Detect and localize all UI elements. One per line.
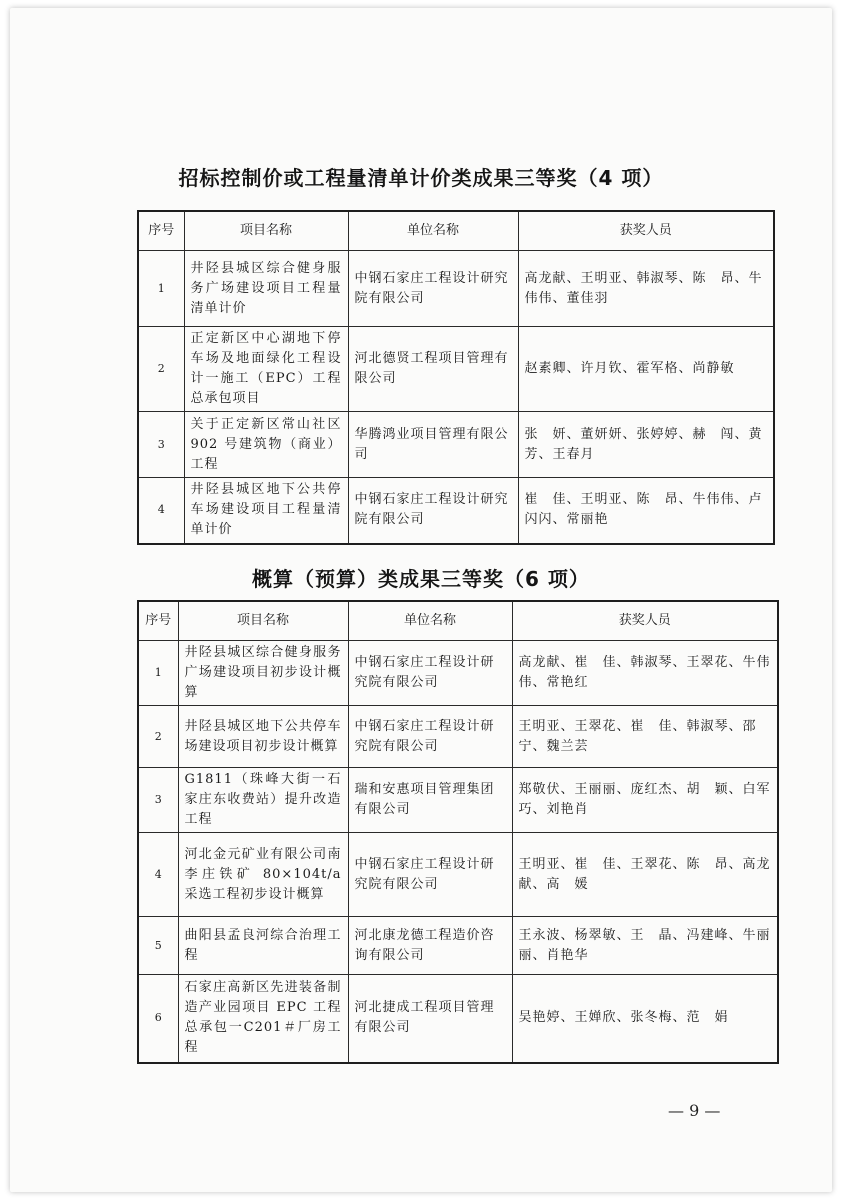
- row-project: 关于正定新区常山社区 902 号建筑物（商业）工程: [184, 412, 348, 478]
- table-header-row: [138, 211, 774, 251]
- row-unit: 中钢石家庄工程设计研究院有限公司: [348, 833, 512, 917]
- row-project: G1811（珠峰大街一石家庄东收费站）提升改造工程: [178, 768, 348, 833]
- row-seq: 1: [138, 251, 184, 327]
- row-project: 河北金元矿业有限公司南李庄铁矿 80×104t/a 采选工程初步设计概算: [178, 833, 348, 917]
- row-people: 郑敬伏、王丽丽、庞红杰、胡 颖、白军巧、刘艳肖: [512, 768, 778, 833]
- row-seq: 4: [138, 833, 178, 917]
- header-unit: 单位名称: [348, 211, 518, 251]
- row-unit: 瑞和安惠项目管理集团有限公司: [348, 768, 512, 833]
- row-seq: 2: [138, 327, 184, 412]
- header-project: 项目名称: [178, 601, 348, 641]
- section-title-bill-pricing: 招标控制价或工程量清单计价类成果三等奖（4 项）: [178, 166, 664, 190]
- row-project: 井陉县城区地下公共停车场建设项目初步设计概算: [178, 706, 348, 768]
- row-unit: 河北康龙德工程造价咨询有限公司: [348, 917, 512, 975]
- row-seq: 4: [138, 478, 184, 544]
- row-unit: 河北德贤工程项目管理有限公司: [348, 327, 518, 412]
- row-seq: 1: [138, 641, 178, 706]
- header-seq: 序号: [138, 601, 178, 641]
- row-people: 王明亚、崔 佳、王翠花、陈 昂、高龙献、高 媛: [512, 833, 778, 917]
- row-seq: 5: [138, 917, 178, 975]
- header-project: 项目名称: [184, 211, 348, 251]
- section-title-estimate: 概算（预算）类成果三等奖（6 项）: [252, 567, 590, 591]
- table-row: [138, 975, 778, 1063]
- table-row: [138, 412, 774, 478]
- row-project: 石家庄高新区先进装备制造产业园项目 EPC 工程总承包一C201＃厂房工程: [178, 975, 348, 1063]
- table-row: [138, 251, 774, 327]
- row-people: 高龙献、王明亚、韩淑琴、陈 昂、牛伟伟、董佳羽: [518, 251, 774, 327]
- row-people: 张 妍、董妍妍、张婷婷、赫 闯、黄 芳、王春月: [518, 412, 774, 478]
- table-row: [138, 917, 778, 975]
- row-people: 崔 佳、王明亚、陈 昂、牛伟伟、卢闪闪、常丽艳: [518, 478, 774, 544]
- row-people: 吴艳婷、王婵欣、张冬梅、范 娟: [512, 975, 778, 1063]
- row-people: 高龙献、崔 佳、韩淑琴、王翠花、牛伟伟、常艳红: [512, 641, 778, 706]
- row-people: 王明亚、王翠花、崔 佳、韩淑琴、邵 宁、魏兰芸: [512, 706, 778, 768]
- award-table-bill-pricing: [137, 210, 775, 545]
- row-unit: 中钢石家庄工程设计研究院有限公司: [348, 478, 518, 544]
- header-unit: 单位名称: [348, 601, 512, 641]
- row-project: 曲阳县孟良河综合治理工程: [178, 917, 348, 975]
- row-seq: 2: [138, 706, 178, 768]
- table-row: [138, 327, 774, 412]
- row-unit: 中钢石家庄工程设计研究院有限公司: [348, 251, 518, 327]
- header-seq: 序号: [138, 211, 184, 251]
- award-table-estimate: [137, 600, 779, 1064]
- row-project: 正定新区中心湖地下停车场及地面绿化工程设计一施工（EPC）工程总承包项目: [184, 327, 348, 412]
- row-unit: 中钢石家庄工程设计研究院有限公司: [348, 706, 512, 768]
- table-row: [138, 833, 778, 917]
- row-people: 赵素卿、许月钦、霍军格、尚静敏: [518, 327, 774, 412]
- row-project: 井陉县城区综合健身服务广场建设项目初步设计概算: [178, 641, 348, 706]
- page-number: — 9 —: [668, 1101, 721, 1120]
- table-row: [138, 641, 778, 706]
- row-project: 井陉县城区综合健身服务广场建设项目工程量清单计价: [184, 251, 348, 327]
- table-header-row: [138, 601, 778, 641]
- table-row: [138, 706, 778, 768]
- row-seq: 3: [138, 412, 184, 478]
- header-people: 获奖人员: [518, 211, 774, 251]
- row-project: 井陉县城区地下公共停车场建设项目工程量清单计价: [184, 478, 348, 544]
- header-people: 获奖人员: [512, 601, 778, 641]
- row-unit: 河北捷成工程项目管理有限公司: [348, 975, 512, 1063]
- row-seq: 3: [138, 768, 178, 833]
- row-seq: 6: [138, 975, 178, 1063]
- table-row: [138, 768, 778, 833]
- row-unit: 华腾鸿业项目管理有限公司: [348, 412, 518, 478]
- row-people: 王永波、杨翠敏、王 晶、冯建峰、牛丽丽、肖艳华: [512, 917, 778, 975]
- row-unit: 中钢石家庄工程设计研究院有限公司: [348, 641, 512, 706]
- table-row: [138, 478, 774, 544]
